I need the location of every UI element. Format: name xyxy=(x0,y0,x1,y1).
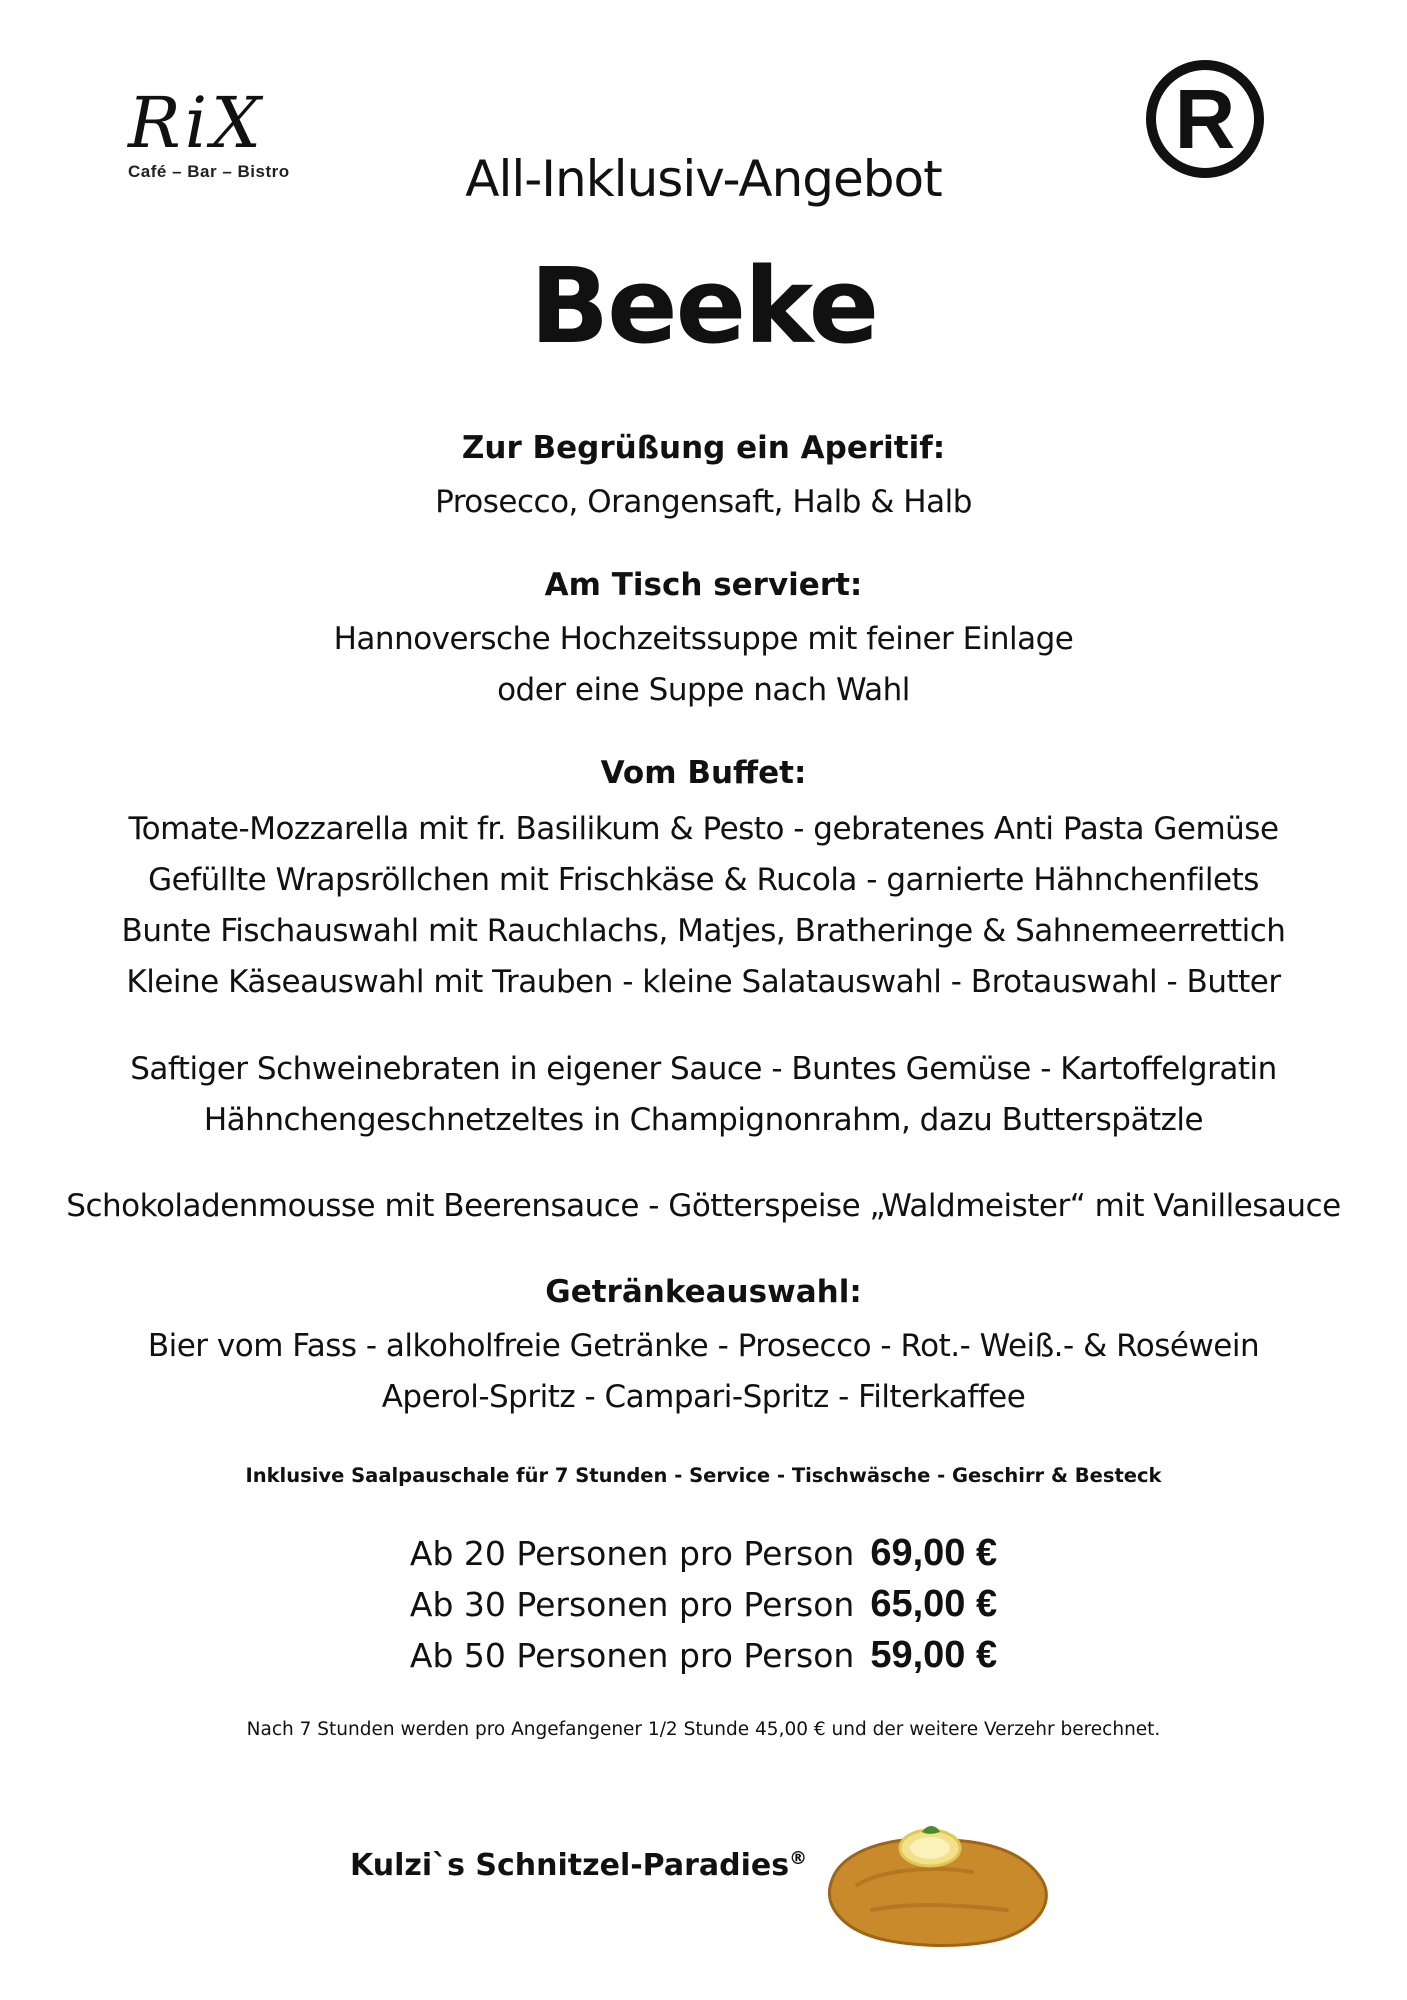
drinks-line: Bier vom Fass - alkoholfreie Getränke - Prosecco - Rot.- Weiß.- & Roséwein xyxy=(147,1328,1260,1364)
buffet-starter-line: Tomate-Mozzarella mit fr. Basilikum & Pesto - gebratenes Anti Pasta Gemüse xyxy=(128,811,1279,847)
price-amount: 59,00 € xyxy=(870,1634,998,1676)
offer-title: Beeke xyxy=(529,245,878,367)
price-amount: 65,00 € xyxy=(870,1583,998,1625)
price-row xyxy=(0,1532,1407,1575)
logo-tagline: Café – Bar – Bistro xyxy=(128,162,290,181)
buffet-main-line: Hähnchengeschnetzeltes in Champignonrahm, dazu Butterspätzle xyxy=(203,1102,1204,1138)
schnitzel-icon xyxy=(812,1810,1062,1960)
buffet-starter-line: Gefüllte Wrapsröllchen mit Frischkäse & Rucola - garnierte Hähnchenfilets xyxy=(148,862,1259,898)
welcome-heading: Zur Begrüßung ein Aperitif: xyxy=(461,430,946,466)
overtime-note: Nach 7 Stunden werden pro Angefangener 1/2 Stunde 45,00 € und der weitere Verzehr berechnet. xyxy=(246,1719,1161,1740)
table-line: Hannoversche Hochzeitssuppe mit feiner Einlage xyxy=(333,621,1074,657)
price-row xyxy=(0,1634,1407,1677)
parsley-leaf-icon xyxy=(922,1826,940,1834)
drinks-heading: Getränkeauswahl: xyxy=(545,1274,862,1310)
logo-wordmark: RiX xyxy=(128,82,265,164)
inclusive-note: Inklusive Saalpauschale für 7 Stunden - Service - Tischwäsche - Geschirr & Besteck xyxy=(245,1464,1162,1487)
buffet-starter-line: Bunte Fischauswahl mit Rauchlachs, Matjes, Bratheringe & Sahnemeerrettich xyxy=(121,913,1286,949)
offer-subtitle: All-Inklusiv-Angebot xyxy=(465,150,942,208)
buffet-main-line: Saftiger Schweinebraten in eigener Sauce - Buntes Gemüse - Kartoffelgratin xyxy=(130,1051,1277,1087)
buffet-starter-line: Kleine Käseauswahl mit Trauben - kleine Salatauswahl - Brotauswahl - Butter xyxy=(126,964,1281,1000)
lemon-slice-inner xyxy=(910,1837,950,1859)
price-amount: 69,00 € xyxy=(870,1532,998,1574)
footer-brand-name: Kulzi`s Schnitzel-Paradies xyxy=(350,1848,790,1883)
price-label: Ab 30 Personen pro Person xyxy=(409,1585,855,1624)
buffet-dessert-line: Schokoladenmousse mit Beerensauce - Götterspeise „Waldmeister“ mit Vanillesauce xyxy=(66,1188,1341,1224)
price-label: Ab 20 Personen pro Person xyxy=(409,1534,855,1573)
badge-letter: R xyxy=(1174,72,1236,166)
price-label: Ab 50 Personen pro Person xyxy=(409,1636,855,1675)
drinks-line: Aperol-Spritz - Campari-Spritz - Filterkaffee xyxy=(381,1379,1026,1415)
registered-mark-icon: ® xyxy=(789,1848,808,1869)
welcome-line: Prosecco, Orangensaft, Halb & Halb xyxy=(435,484,972,520)
buffet-heading: Vom Buffet: xyxy=(600,755,807,791)
footer-brand xyxy=(350,1848,807,1883)
table-line: oder eine Suppe nach Wahl xyxy=(497,672,910,708)
table-heading: Am Tisch serviert: xyxy=(544,567,863,603)
price-row xyxy=(0,1583,1407,1626)
